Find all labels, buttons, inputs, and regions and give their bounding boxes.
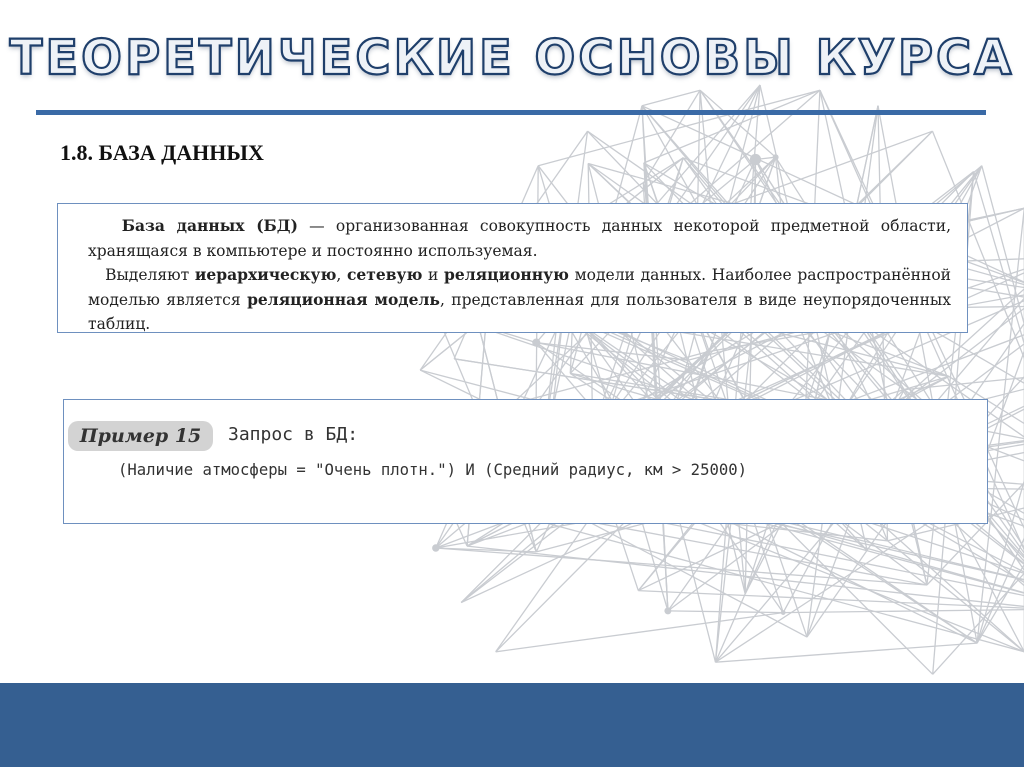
models-separator: , <box>336 266 347 284</box>
relational-model-term: реляционная модель <box>247 289 440 309</box>
example-caption: Запрос в БД: <box>228 424 359 445</box>
model-relational: реляционную <box>444 265 569 284</box>
globe-star <box>433 545 438 550</box>
globe-line <box>783 609 1024 612</box>
globe-star <box>532 339 540 347</box>
model-network: сетевую <box>346 265 423 284</box>
models-text-end: , представленная для пользователя в виде неупорядоченных таблиц. <box>88 290 951 333</box>
slide-title: ТЕОРЕТИЧЕСКИЕ ОСНОВЫ КУРСА <box>9 30 1015 86</box>
footer-band <box>0 683 1024 767</box>
definition-paragraph <box>88 214 951 263</box>
definition-box <box>57 203 968 333</box>
example-query: (Наличие атмосферы = "Очень плотн.") И (Средний радиус, км > 25000) <box>118 461 748 479</box>
globe-star <box>664 607 671 614</box>
globe-star <box>773 154 779 160</box>
globe-star <box>781 610 786 615</box>
models-paragraph <box>88 263 951 337</box>
model-hierarchical: иерархическую <box>194 265 337 284</box>
globe-line <box>716 643 978 662</box>
globe-line <box>644 90 820 163</box>
globe-line <box>461 131 932 602</box>
globe-line <box>668 611 783 613</box>
models-text: модели данных. Наиболее распространённой моделью является <box>88 266 952 309</box>
section-heading: 1.8. БАЗА ДАННЫХ <box>60 140 264 165</box>
models-separator: и <box>422 266 445 284</box>
globe-star <box>750 154 761 165</box>
title-underline <box>36 110 986 115</box>
example-badge: Пример 15 <box>68 421 213 451</box>
definition-term: База данных (БД) <box>121 216 298 235</box>
models-intro: Выделяют <box>105 266 195 284</box>
definition-text: — организованная совокупность данных некоторой предметной области, хранящаяся в компьютере и постоянно используемая. <box>88 217 951 260</box>
